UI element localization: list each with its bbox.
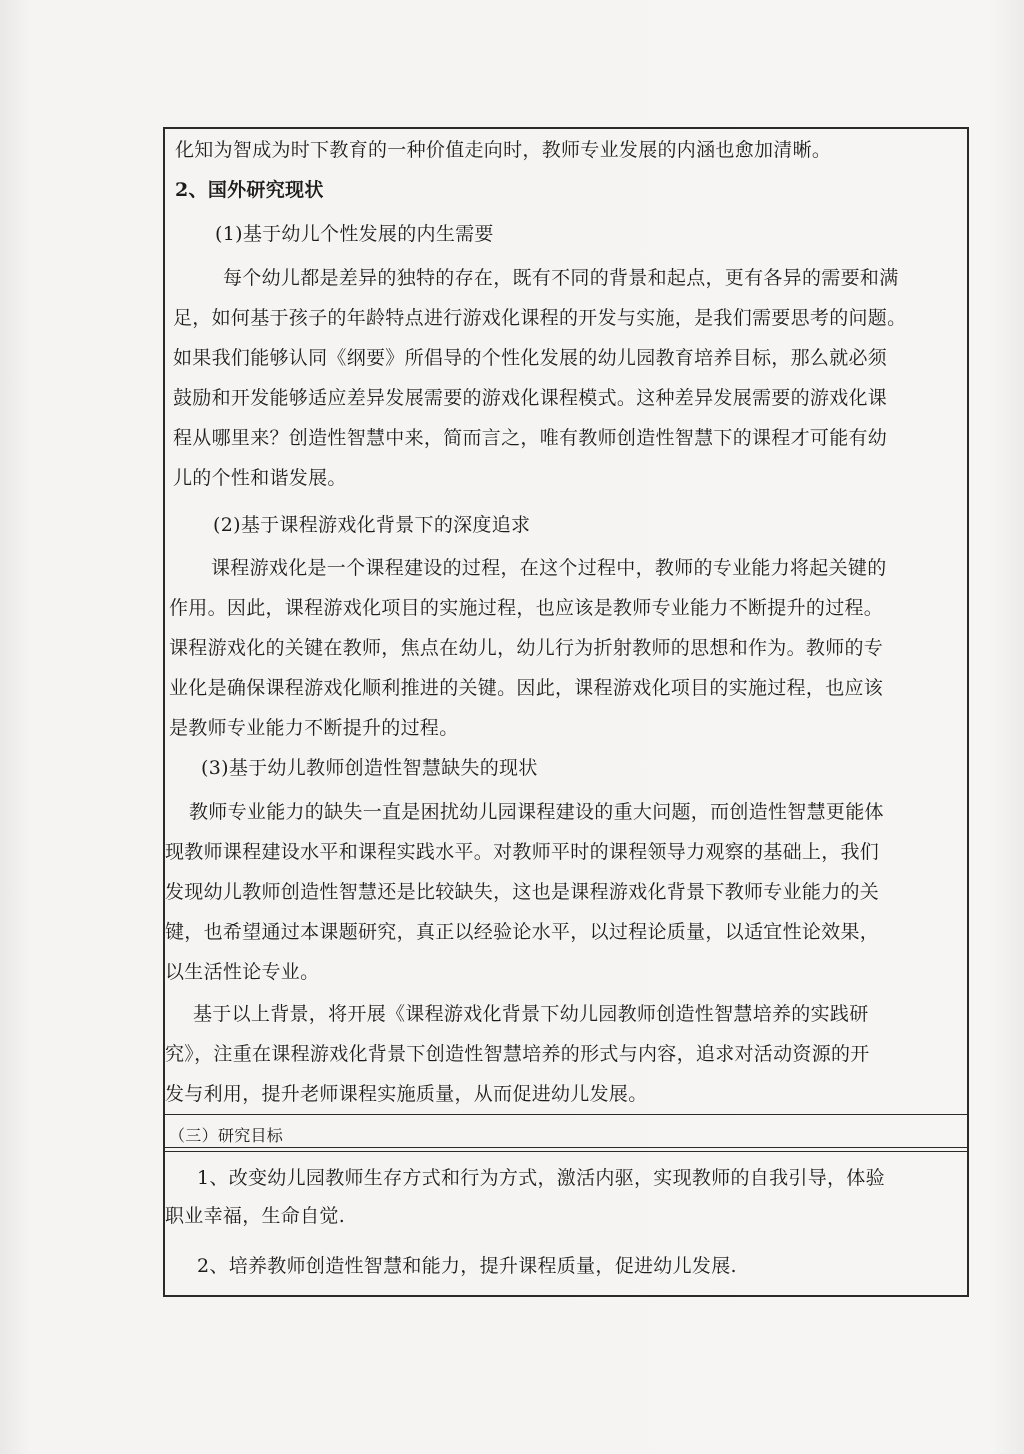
subsection-1-title: (1)基于幼儿个性发展的内生需要 [215,223,494,245]
subsection-2-title: (2)基于课程游戏化背景下的深度追求 [213,514,531,536]
sub3-line-1: 教师专业能力的缺失一直是困扰幼儿园课程建设的重大问题，而创造性智慧更能体 [189,801,884,823]
sub3-line-3: 发现幼儿教师创造性智慧还是比较缺失，这也是课程游戏化背景下教师专业能力的关 [165,881,880,903]
sub2-line-3: 课程游戏化的关键在教师，焦点在幼儿，幼儿行为折射教师的思想和作为。教师的专 [169,637,884,659]
summary-line-1: 基于以上背景，将开展《课程游戏化背景下幼儿园教师创造性智慧培养的实践研 [193,1003,869,1025]
sub2-line-2: 作用。因此，课程游戏化项目的实施过程，也应该是教师专业能力不断提升的过程。 [169,597,884,619]
background-line-1: 化知为智成为时下教育的一种价值走向时，教师专业发展的内涵也愈加清晰。 [175,139,832,161]
goal-line-3: 2、培养教师创造性智慧和能力，提升课程质量，促进幼儿发展. [197,1255,737,1277]
sub2-line-4: 业化是确保课程游戏化顺利推进的关键。因此，课程游戏化项目的实施过程，也应该 [169,677,884,699]
sub1-line-1: 每个幼儿都是差异的独特的存在，既有不同的背景和起点，更有各异的需要和满 [223,267,899,289]
sub3-line-2: 现教师课程建设水平和课程实践水平。对教师平时的课程领导力观察的基础上，我们 [165,841,880,863]
goal-line-2: 职业幸福，生命自觉. [165,1205,346,1227]
sub1-line-3: 如果我们能够认同《纲要》所倡导的个性化发展的幼儿园教育培养目标，那么就必须 [173,347,888,369]
goal-line-1: 1、改变幼儿园教师生存方式和行为方式，激活内驱，实现教师的自我引导，体验 [197,1167,885,1189]
sub2-line-1: 课程游戏化是一个课程建设的过程，在这个过程中，教师的专业能力将起关键的 [211,557,887,579]
table-divider-3 [165,1151,967,1152]
sub1-line-4: 鼓励和开发能够适应差异发展需要的游戏化课程模式。这种差异发展需要的游戏化课 [173,387,888,409]
sub2-line-5: 是教师专业能力不断提升的过程。 [169,717,459,739]
subsection-3-title: (3)基于幼儿教师创造性智慧缺失的现状 [201,757,538,779]
summary-line-2: 究》，注重在课程游戏化背景下创造性智慧培养的形式与内容，追求对活动资源的开 [165,1043,870,1065]
summary-line-3: 发与利用，提升老师课程实施质量，从而促进幼儿发展。 [165,1083,648,1105]
table-divider-1 [165,1114,967,1115]
sub1-line-5: 程从哪里来？创造性智慧中来，简而言之，唯有教师创造性智慧下的课程才可能有幼 [173,427,888,449]
foreign-research-heading: 2、国外研究现状 [175,179,324,201]
table-divider-2 [165,1147,967,1148]
report-form-table [163,127,969,1297]
research-goals-header: （三）研究目标 [169,1126,284,1145]
sub1-line-2: 足，如何基于孩子的年龄特点进行游戏化课程的开发与实施，是我们需要思考的问题。 [173,307,907,329]
sub1-line-6: 儿的个性和谐发展。 [173,467,347,489]
sub3-line-4: 键，也希望通过本课题研究，真正以经验论水平，以过程论质量，以适宜性论效果， [165,921,880,943]
sub3-line-5: 以生活性论专业。 [165,961,320,983]
